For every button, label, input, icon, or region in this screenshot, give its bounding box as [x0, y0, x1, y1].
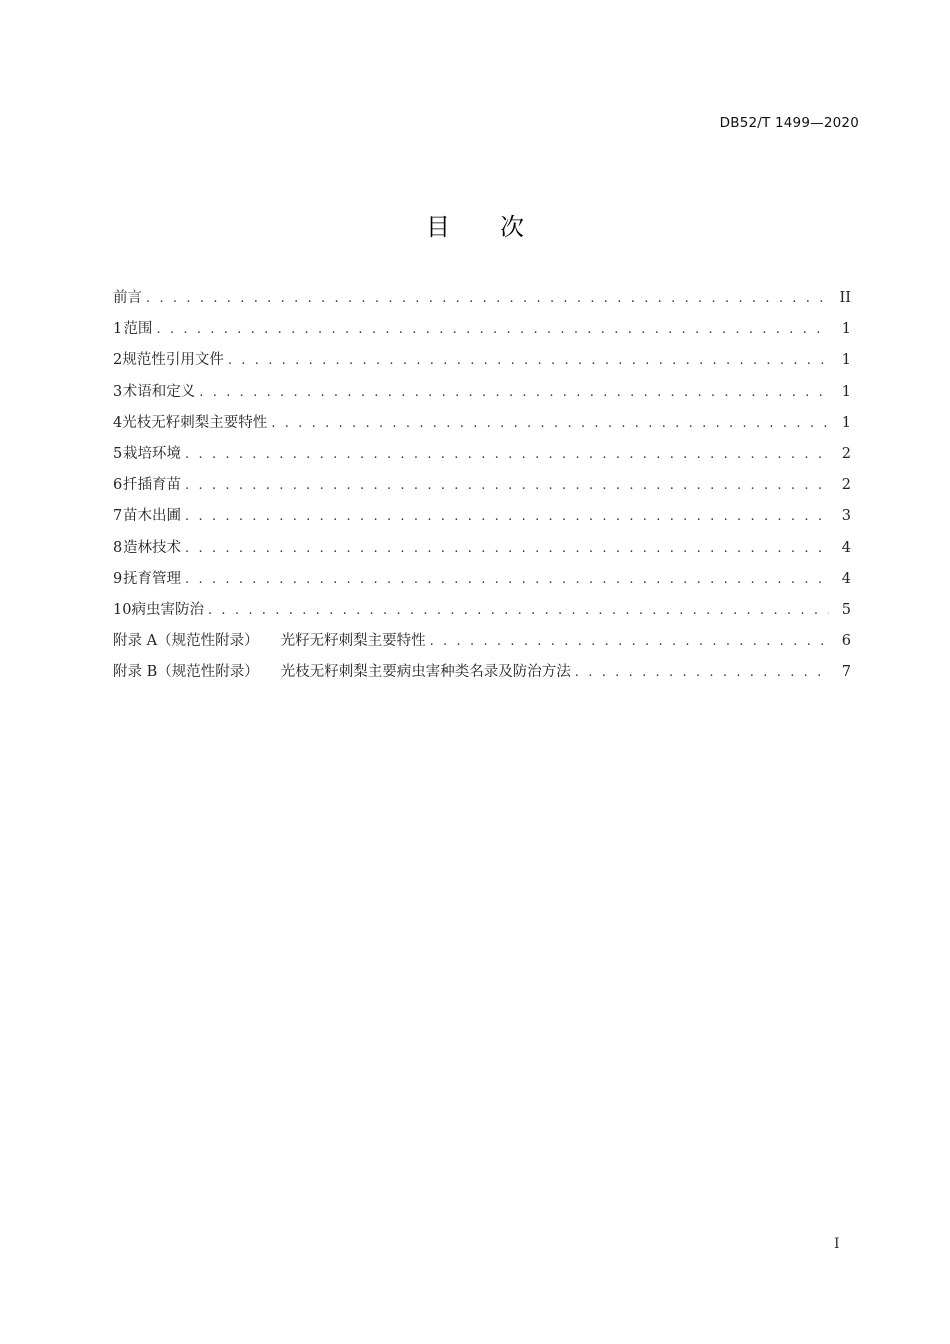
toc-entry-label: 光枝无籽刺梨主要病虫害种类名录及防治方法 — [280, 664, 571, 681]
toc-page-number: II — [839, 290, 851, 306]
toc-entry-number: 4 — [113, 414, 123, 431]
toc-entry-label: 范围 — [123, 321, 153, 338]
toc-dot-leader — [208, 599, 829, 623]
toc-entry-label: 术语和定义 — [122, 383, 196, 400]
toc-entry-number: 10 — [113, 601, 132, 618]
toc-page-number: 2 — [841, 445, 851, 462]
toc-page-number: 3 — [841, 508, 851, 525]
toc-dot-leader — [199, 381, 829, 405]
toc-entry-label: 苗木出圃 — [122, 508, 181, 525]
appendix-prefix: 附录 A（规范性附录） — [113, 633, 259, 650]
toc-dot-leader — [185, 474, 829, 498]
toc-entry-label: 栽培环境 — [122, 445, 181, 462]
toc-dot-leader — [146, 287, 829, 311]
toc-dot-leader — [185, 505, 829, 529]
toc-entry-number: 1 — [113, 321, 123, 338]
title-char-1: 目 — [426, 213, 450, 241]
toc-entry-number: 5 — [113, 445, 123, 462]
toc-entry-appendix-a[interactable] — [113, 629, 851, 660]
document-code: DB52/T 1499—2020 — [719, 115, 859, 131]
toc-entry-number: 6 — [113, 477, 123, 494]
appendix-prefix: 附录 B（规范性附录） — [113, 664, 259, 681]
toc-page-number: 1 — [841, 321, 851, 338]
toc-entry-main-characteristics[interactable] — [113, 411, 851, 442]
toc-page-number: 4 — [841, 539, 851, 556]
toc-page-number: 7 — [841, 664, 851, 681]
toc-dot-leader — [228, 349, 829, 373]
toc-page-number: 1 — [841, 352, 851, 369]
toc-dot-leader — [185, 443, 829, 467]
toc-dot-leader — [430, 630, 829, 654]
toc-entry-number: 8 — [113, 539, 123, 556]
toc-dot-leader — [156, 318, 829, 342]
page-number: I — [834, 1236, 840, 1252]
toc-page-number: 2 — [841, 477, 851, 494]
toc-dot-leader — [185, 537, 829, 561]
toc-entry-cutting-propagation[interactable] — [113, 473, 851, 504]
toc-page-number: 1 — [841, 414, 851, 431]
toc-entry-label: 抚育管理 — [122, 570, 181, 587]
toc-entry-tending-management[interactable] — [113, 567, 851, 598]
toc-entry-label: 光籽无籽刺梨主要特性 — [280, 633, 426, 650]
toc-entry-label: 前言 — [113, 290, 142, 306]
toc-entry-number: 2 — [113, 352, 123, 369]
toc-entry-pest-control[interactable] — [113, 598, 851, 629]
toc-dot-leader — [575, 661, 829, 685]
toc-entry-label: 扦插育苗 — [122, 477, 181, 494]
toc-entry-foreword[interactable] — [113, 286, 851, 317]
page-title — [0, 207, 950, 242]
toc-page-number: 1 — [841, 383, 851, 400]
toc-dot-leader — [185, 568, 829, 592]
toc-entry-label: 光枝无籽刺梨主要特性 — [122, 414, 268, 431]
toc-entry-seedling-lifting[interactable] — [113, 504, 851, 535]
toc-entry-number: 7 — [113, 508, 123, 525]
toc-entry-label: 造林技术 — [122, 539, 181, 556]
toc-entry-scope[interactable] — [113, 317, 851, 348]
toc-entry-appendix-b[interactable] — [113, 660, 851, 691]
toc-dot-leader — [271, 412, 829, 436]
toc-entry-afforestation[interactable] — [113, 536, 851, 567]
title-char-2: 次 — [500, 213, 524, 241]
toc-page-number: 5 — [841, 601, 851, 618]
toc-page-number: 4 — [841, 570, 851, 587]
toc-entry-normative-references[interactable] — [113, 348, 851, 379]
toc-entry-label: 病虫害防治 — [131, 601, 204, 618]
toc-entry-cultivation-environment[interactable] — [113, 442, 851, 473]
table-of-contents — [113, 286, 851, 691]
toc-entry-number: 9 — [113, 570, 123, 587]
toc-entry-number: 3 — [113, 383, 123, 400]
toc-entry-terms-definitions[interactable] — [113, 380, 851, 411]
toc-page-number: 6 — [841, 633, 851, 650]
toc-entry-label: 规范性引用文件 — [122, 352, 224, 369]
